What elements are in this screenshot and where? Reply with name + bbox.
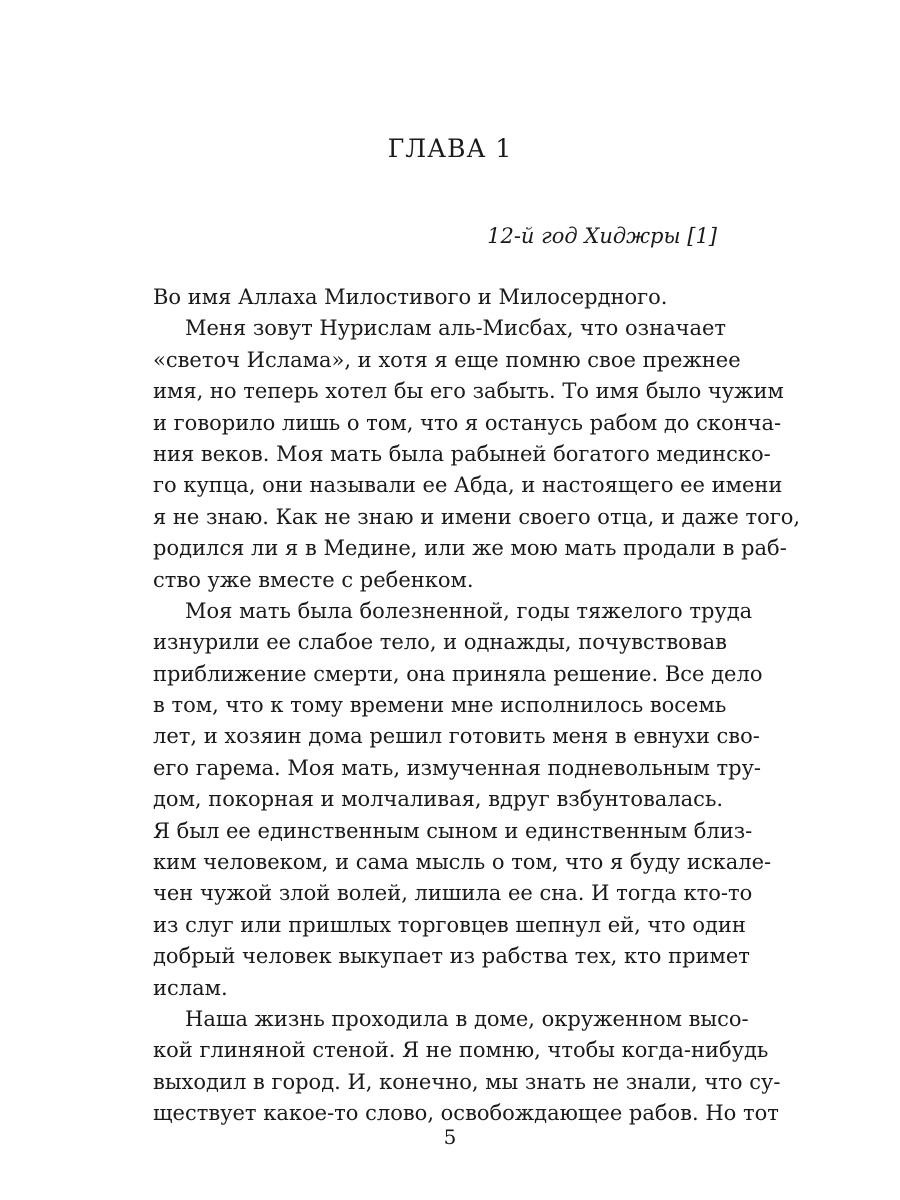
- text-line: из слуг или пришлых торговцев шепнул ей, что один: [153, 912, 746, 937]
- text-line: изнурили ее слабое тело, и однажды, почувствовав: [153, 630, 727, 655]
- text-line: Я был ее единственным сыном и единственным близ-: [153, 818, 753, 843]
- text-line: Моя мать была болезненной, годы тяжелого труда: [185, 598, 753, 623]
- text-line: Наша жизнь проходила в доме, окруженном высо-: [185, 1006, 749, 1031]
- text-line: дом, покорная и молчаливая, вдруг взбунтовалась.: [153, 787, 724, 812]
- text-line: родился ли я в Медине, или же мою мать продали в раб-: [153, 536, 787, 561]
- text-line: добрый человек выкупает из рабства тех, кто примет: [153, 944, 750, 969]
- text-line: ния веков. Моя мать была рабыней богатого мединско-: [153, 441, 771, 466]
- text-line: ществует какое-то слово, освобождающее рабов. Но тот: [153, 1101, 779, 1126]
- page-number: 5: [443, 1125, 457, 1149]
- body-text: [153, 282, 801, 1130]
- epigraph: 12-й год Хиджры [1]: [487, 224, 717, 248]
- text-line: чен чужой злой волей, лишила ее сна. И тогда кто-то: [153, 881, 753, 906]
- text-line: приближение смерти, она приняла решение. Все дело: [153, 661, 763, 686]
- text-line: Меня зовут Нурислам аль-Мисбах, что означает: [185, 316, 727, 341]
- text-line: я не знаю. Как не знаю и имени своего отца, и даже того,: [153, 504, 801, 529]
- text-line: и говорило лишь о том, что я останусь рабом до сконча-: [153, 410, 782, 435]
- text-line: в том, что к тому времени мне исполнилось восемь: [153, 693, 727, 718]
- text-line: ислам.: [153, 975, 228, 1000]
- text-line: лет, и хозяин дома решил готовить меня в евнухи сво-: [153, 724, 760, 749]
- text-line: выходил в город. И, конечно, мы знать не знали, что су-: [153, 1069, 781, 1094]
- text-line: го купца, они называли ее Абда, и настоящего ее имени: [153, 473, 783, 498]
- text-line: кой глиняной стеной. Я не помню, чтобы когда-нибудь: [153, 1038, 769, 1063]
- text-line: «светоч Ислама», и хотя я еще помню свое прежнее: [153, 347, 741, 372]
- text-line: ким человеком, и сама мысль о том, что я буду искале-: [153, 850, 772, 875]
- text-line: ство уже вместе с ребенком.: [153, 567, 474, 592]
- chapter-title: ГЛАВА 1: [387, 134, 513, 163]
- text-line: Во имя Аллаха Милостивого и Милосердного.: [153, 285, 668, 309]
- text-line: его гарема. Моя мать, измученная подневольным тру-: [153, 755, 762, 780]
- text-line: имя, но теперь хотел бы его забыть. То имя было чужим: [153, 379, 784, 404]
